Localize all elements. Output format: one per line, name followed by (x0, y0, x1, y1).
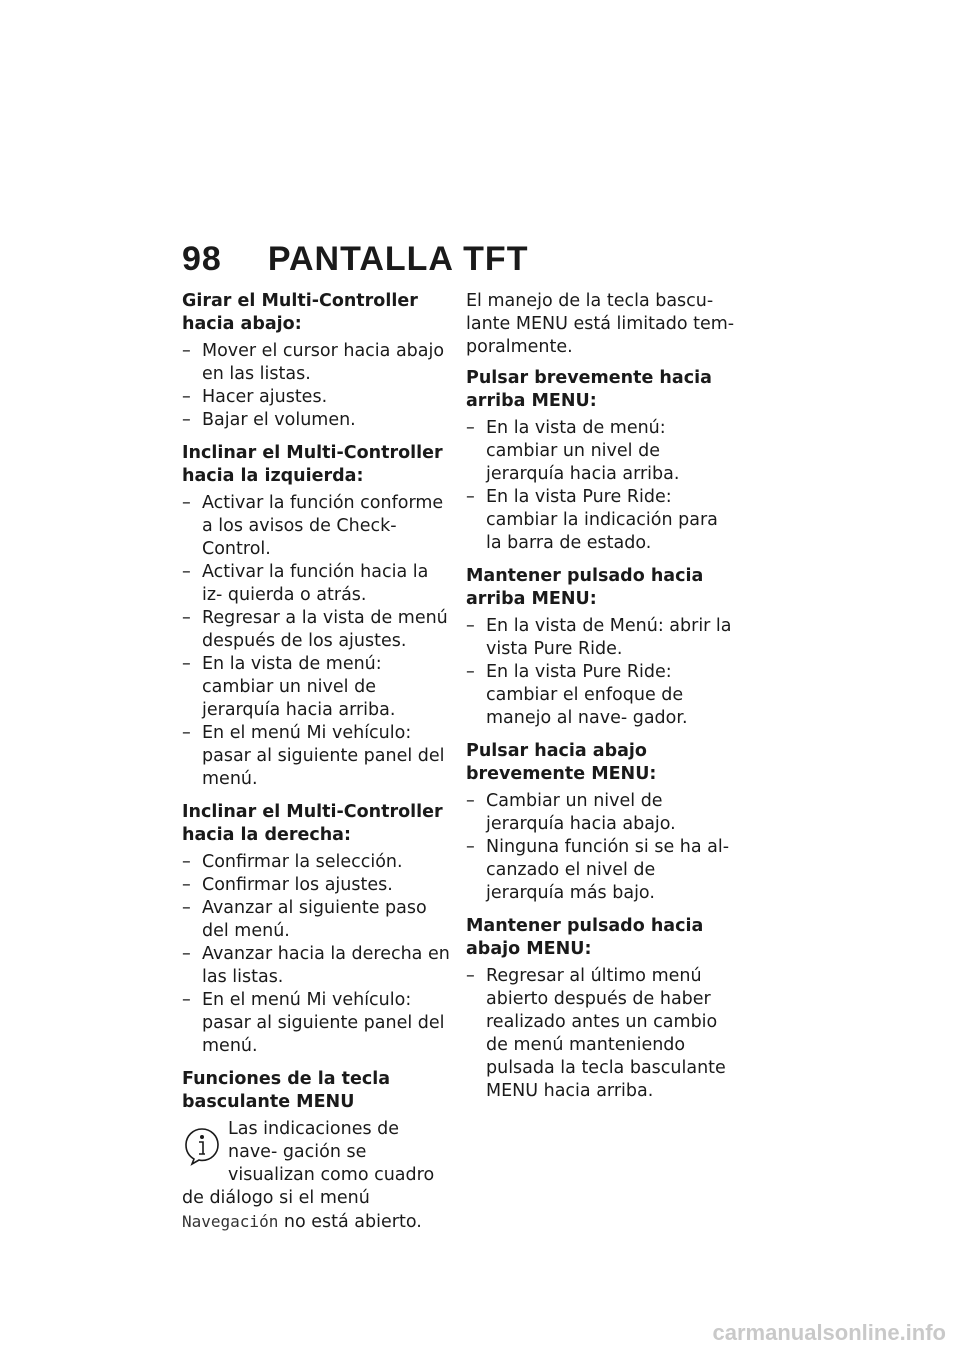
list-item: – Activar la función conforme a los avisos de Check-Control. (182, 492, 450, 561)
list-item: – En la vista Pure Ride: cambiar la indicación para la barra de estado. (466, 486, 738, 555)
section-heading: Mantener pulsado hacia arriba MENU: (466, 566, 704, 609)
list-item: – Hacer ajustes. (182, 386, 450, 409)
section-turn-down (182, 290, 450, 432)
watermark-text: carmanualsonline.info (712, 1320, 946, 1345)
right-column (466, 290, 738, 1113)
item-list (466, 965, 738, 1103)
item-list (182, 340, 450, 432)
section-tilt-left (182, 442, 450, 791)
list-item: – Bajar el volumen. (182, 409, 450, 432)
section-heading: Girar el Multi-Controller hacia abajo: (182, 291, 418, 334)
section-heading: Funciones de la tecla basculante MENU (182, 1069, 391, 1112)
navigation-label: Navegación (182, 1212, 279, 1231)
list-item: – En la vista de menú: cambiar un nivel de jerarquía hacia arriba. (182, 653, 450, 722)
section-heading: Mantener pulsado hacia abajo MENU: (466, 916, 704, 959)
info-note (182, 1118, 450, 1234)
page-header (182, 240, 528, 279)
list-item: – En la vista de menú: cambiar un nivel de jerarquía hacia arriba. (466, 417, 738, 486)
list-item: – Avanzar al siguiente paso del menú. (182, 897, 450, 943)
list-item: – Cambiar un nivel de jerarquía hacia abajo. (466, 790, 738, 836)
section-heading: Inclinar el Multi-Controller hacia la derecha: (182, 802, 443, 845)
section-short-press-down (466, 740, 738, 905)
intro-text: El manejo de la tecla bascu- lante MENU está limitado tem- poralmente. (466, 291, 735, 357)
section-long-press-down (466, 915, 738, 1103)
page-title: PANTALLA TFT (267, 240, 529, 278)
list-item: – Mover el cursor hacia abajo en las listas. (182, 340, 450, 386)
item-list (182, 851, 450, 1058)
item-list (466, 417, 738, 555)
note-tail: no está abierto. (283, 1212, 422, 1232)
note-text: Las indicaciones de nave- gación se visualizan como cuadro de diálogo si el menú Navegación no está abierto. (182, 1119, 435, 1232)
list-item: – Ninguna función si se ha al- canzado el nivel de jerarquía más bajo. (466, 836, 738, 905)
list-item: – Confirmar los ajustes. (182, 874, 450, 897)
page-number: 98 (182, 240, 222, 278)
list-item: – Confirmar la selección. (182, 851, 450, 874)
section-heading: Pulsar hacia abajo brevemente MENU: (466, 741, 657, 784)
list-item: – Regresar a la vista de menú después de los ajustes. (182, 607, 450, 653)
list-item: – En la vista de Menú: abrir la vista Pure Ride. (466, 615, 738, 661)
item-list (182, 492, 450, 791)
section-heading: Inclinar el Multi-Controller hacia la izquierda: (182, 443, 443, 486)
list-item: – En el menú Mi vehículo: pasar al siguiente panel del menú. (182, 989, 450, 1058)
list-item: – Avanzar hacia la derecha en las listas. (182, 943, 450, 989)
left-column (182, 290, 450, 1244)
section-long-press-up (466, 565, 738, 730)
list-item: – Activar la función hacia la iz- quierda o atrás. (182, 561, 450, 607)
section-tilt-right (182, 801, 450, 1058)
list-item: – Regresar al último menú abierto después de haber realizado antes un cambio de menú manteniendo pulsada la tecla basculante MENU hacia arriba. (466, 965, 738, 1103)
section-heading: Pulsar brevemente hacia arriba MENU: (466, 368, 712, 411)
section-short-press-up (466, 367, 738, 555)
list-item: – En la vista Pure Ride: cambiar el enfoque de manejo al nave- gador. (466, 661, 738, 730)
info-icon (182, 1126, 222, 1166)
section-menu-functions (182, 1068, 450, 1234)
item-list (466, 615, 738, 730)
item-list (466, 790, 738, 905)
list-item: – En el menú Mi vehículo: pasar al siguiente panel del menú. (182, 722, 450, 791)
